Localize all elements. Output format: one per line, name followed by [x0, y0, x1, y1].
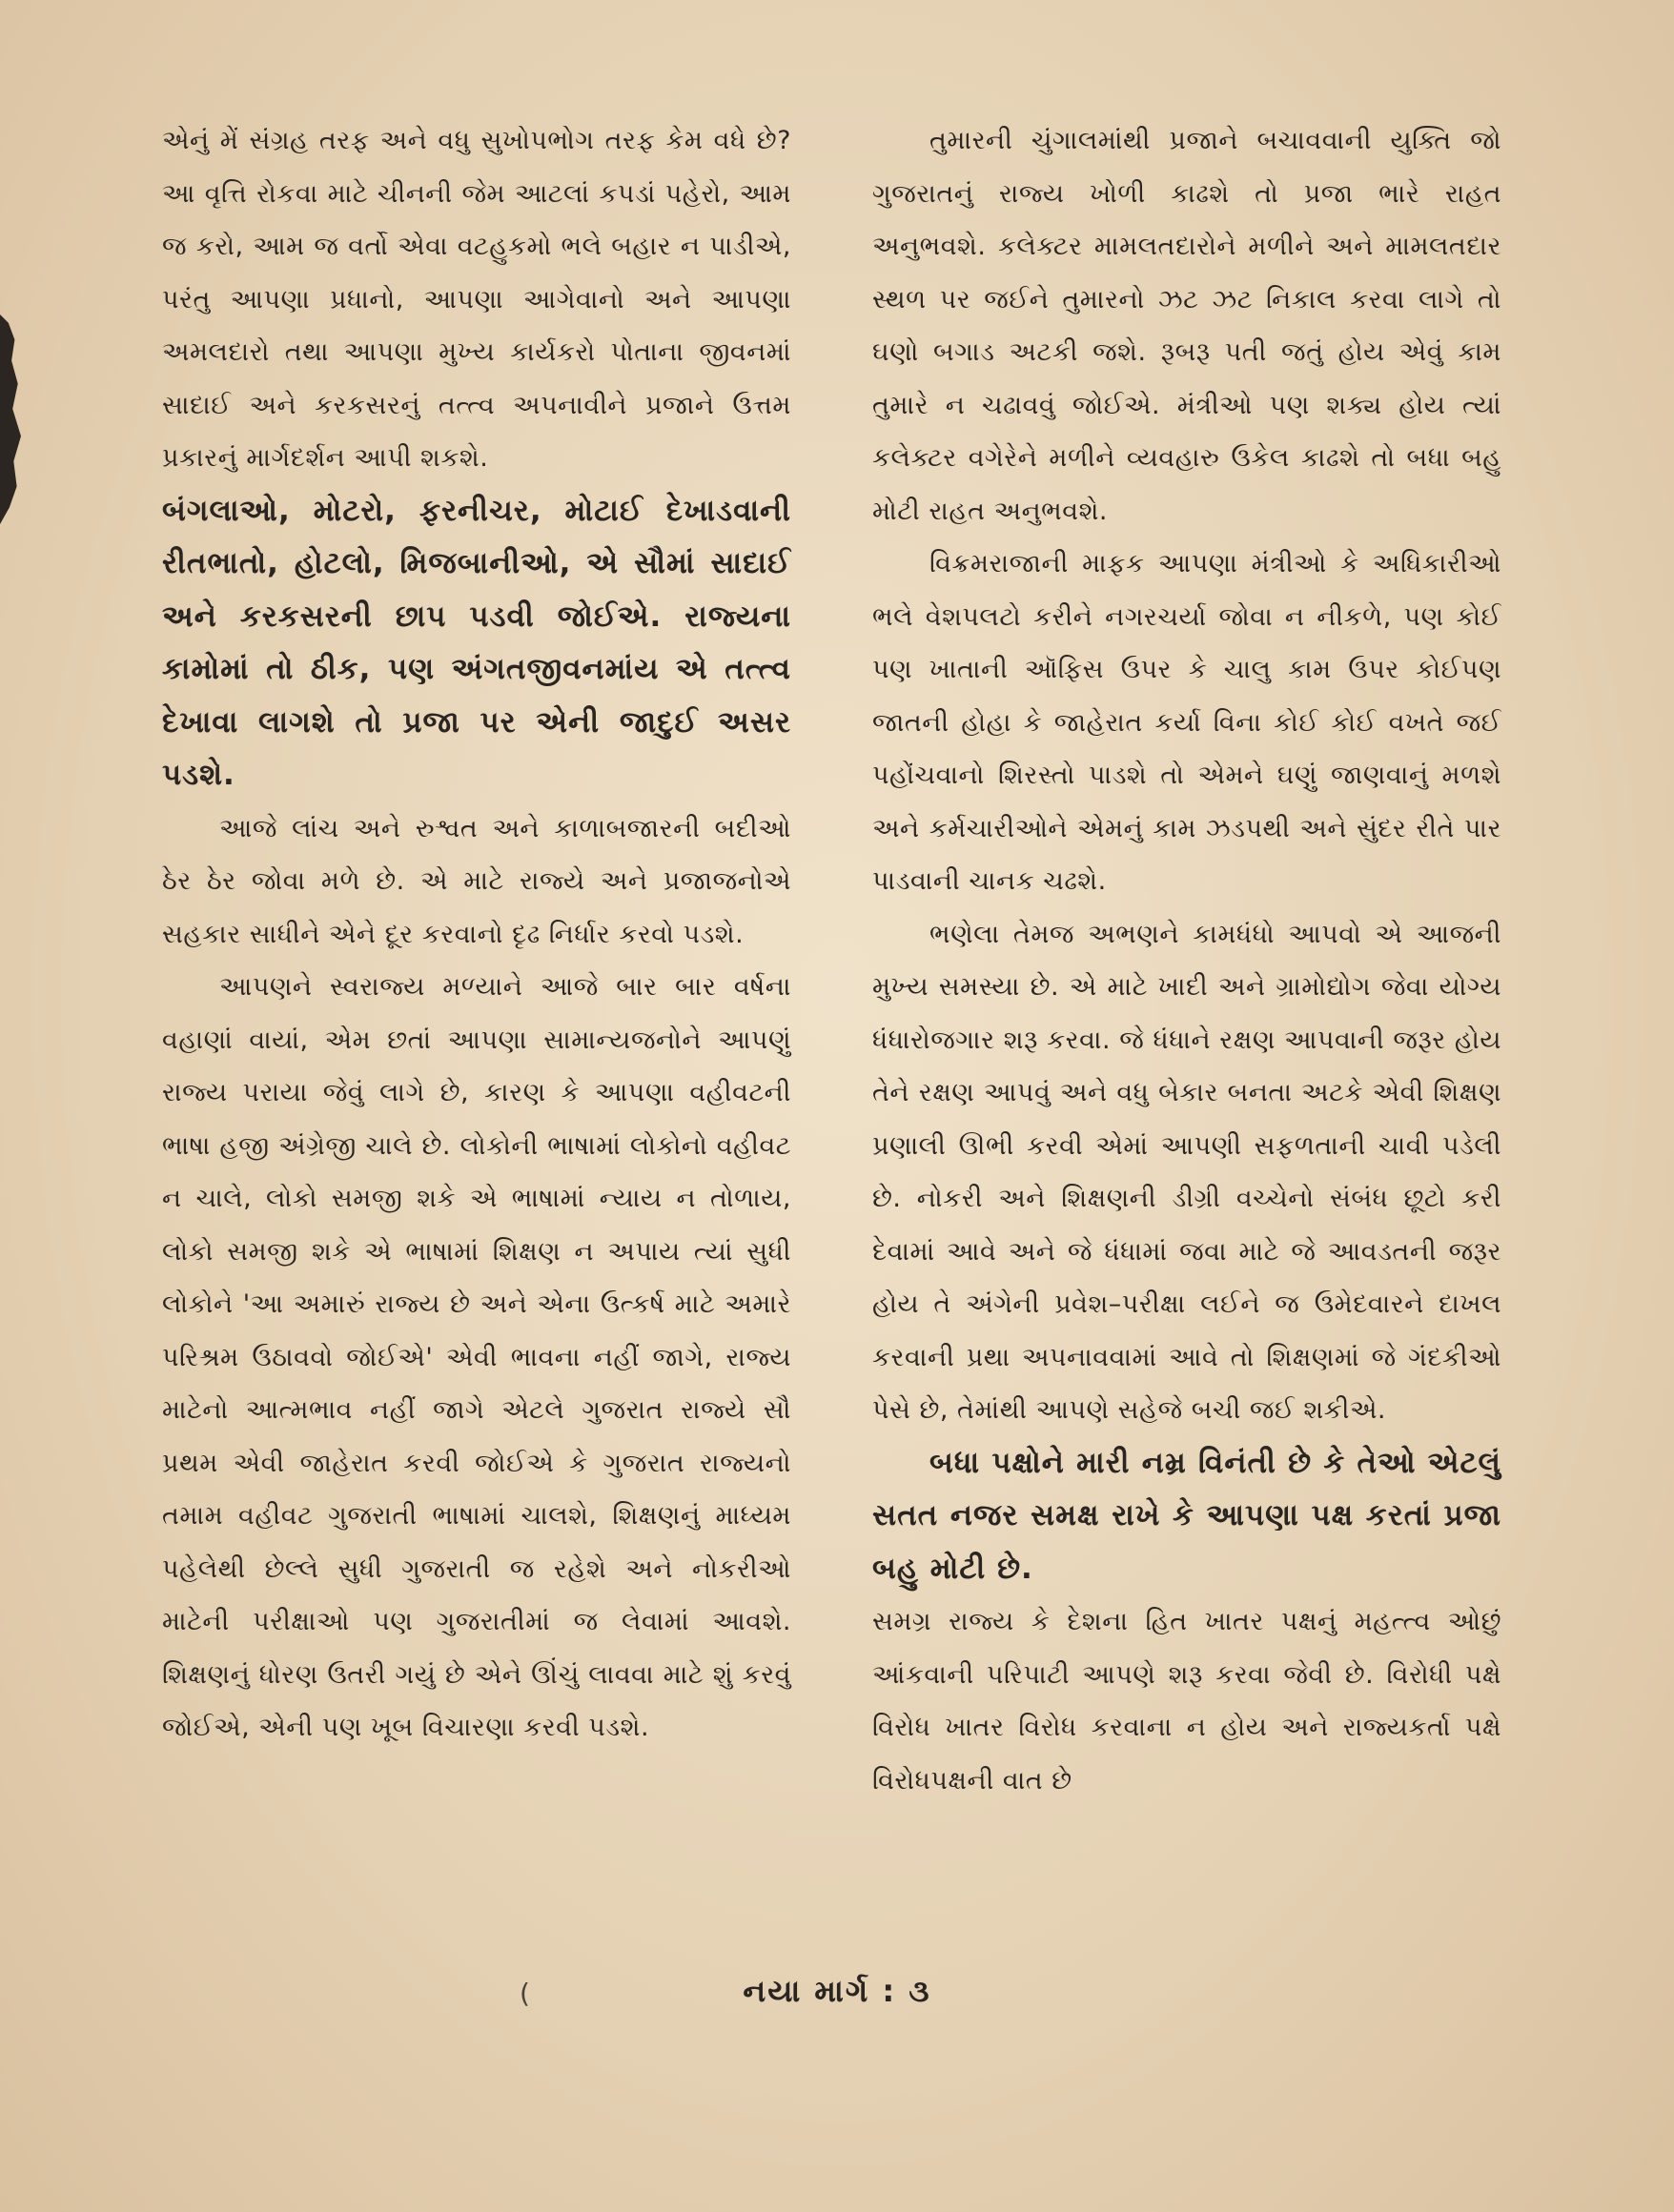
left-paragraph-2-emphasis: બંગલાઓ, મોટરો, ફરનીચર, મોટાઈ દેખાડવાની રીતભાતો, હોટલો, મિજબાનીઓ, એ સૌમાં સાદાઈ અને કરકસરની છાપ પડવી જોઈએ. રાજ્યના કામોમાં તો ઠીક, પણ અંગતજીવનમાંય એ તત્ત્વ દેખાવા લાગશે તો પ્રજા પર એની જાદુઈ અસર પડશે. [162, 493, 791, 792]
left-column [162, 114, 791, 1755]
right-column [872, 114, 1501, 1807]
footer-mark: ( [520, 1978, 530, 2009]
left-paragraph-3: આજે લાંચ અને રુશ્વત અને કાળાબજારની બદીઓ ઠેર ઠેર જોવા મળે છે. એ માટે રાજ્યે અને પ્રજાજનોએ સહકાર સાધીને એને દૂર કરવાનો દૃઢ નિર્ધાર કરવો પડશે. [162, 813, 791, 949]
left-paragraph-1: એનું મેં સંગ્રહ તરફ અને વધુ સુખોપભોગ તરફ કેમ વધે છે? આ વૃત્તિ રોકવા માટે ચીનની જેમ આટલાં કપડાં પહેરો, આમ જ કરો, આમ જ વર્તો એવા વટહુકમો ભલે બહાર ન પાડીએ, પરંતુ આપણા પ્રધાનો, આપણા આગેવાનો અને આપણા અમલદારો તથા આપણા મુખ્ય કાર્યકરો પોતાના જીવનમાં સાદાઈ અને કરકસરનું તત્ત્વ અપનાવીને પ્રજાને ઉત્તમ પ્રકારનું માર્ગદર્શન આપી શકશે. [162, 126, 791, 473]
right-paragraph-5: સમગ્ર રાજ્ય કે દેશના હિત ખાતર પક્ષનું મહત્ત્વ ઓછું આંકવાની પરિપાટી આપણે શરૂ કરવા જેવી છે. વિરોધી પક્ષે વિરોધ ખાતર વિરોધ કરવાના ન હોય અને રાજ્યકર્તા પક્ષે વિરોધપક્ષની વાત છે [872, 1607, 1501, 1796]
right-paragraph-3: ભણેલા તેમજ અભણને કામધંધો આપવો એ આજની મુખ્ય સમસ્યા છે. એ માટે ખાદી અને ગ્રામોદ્યોગ જેવા યોગ્ય ધંધારોજગાર શરૂ કરવા. જે ધંધાને રક્ષણ આપવાની જરૂર હોય તેને રક્ષણ આપવું અને વધુ બેકાર બનતા અટકે એવી શિક્ષણ પ્રણાલી ઊભી કરવી એમાં આપણી સફળતાની ચાવી પડેલી છે. નોકરી અને શિક્ષણની ડીગ્રી વચ્ચેનો સંબંધ છૂટો કરી દેવામાં આવે અને જે ધંધામાં જવા માટે જે આવડતની જરૂર હોય તે અંગેની પ્રવેશ–પરીક્ષા લઈને જ ઉમેદવારને દાખલ કરવાની પ્રથા અપનાવવામાં આવે તો શિક્ષણમાં જે ગંદકીઓ પેસે છે, તેમાંથી આપણે સહેજે બચી જઈ શકીએ. [872, 919, 1501, 1425]
article-page [162, 114, 1516, 1954]
page-footer: નયા માર્ગ : ૩ [743, 1973, 931, 2009]
torn-page-edge [0, 315, 21, 524]
right-paragraph-2: વિક્રમરાજાની માફક આપણા મંત્રીઓ કે અધિકારીઓ ભલે વેશપલટો કરીને નગરચર્યા જોવા ન નીકળે, પણ કોઈ પણ ખાતાની ઑફિસ ઉપર કે ચાલુ કામ ઉપર કોઈપણ જાતની હોહા કે જાહેરાત કર્યા વિના કોઈ કોઈ વખતે જઈ પહોંચવાનો શિરસ્તો પાડશે તો એમને ઘણું જાણવાનું મળશે અને કર્મચારીઓને એમનું કામ ઝડપથી અને સુંદર રીતે પાર પાડવાની ચાનક ચઢશે. [872, 549, 1501, 896]
right-paragraph-4-emphasis: બધા પક્ષોને મારી નમ્ર વિનંતી છે કે તેઓ એટલું સતત નજર સમક્ષ રાખે કે આપણા પક્ષ કરતાં પ્રજા બહુ મોટી છે. [872, 1445, 1501, 1586]
right-paragraph-1: તુમારની ચુંગાલમાંથી પ્રજાને બચાવવાની યુક્તિ જો ગુજરાતનું રાજ્ય ખોળી કાઢશે તો પ્રજા ભારે રાહત અનુભવશે. કલેક્ટર મામલતદારોને મળીને અને મામલતદાર સ્થળ પર જઈને તુમારનો ઝટ ઝટ નિકાલ કરવા લાગે તો ઘણો બગાડ અટકી જશે. રૂબરૂ પતી જતું હોય એવું કામ તુમારે ન ચઢાવવું જોઈએ. મંત્રીઓ પણ શક્ય હોય ત્યાં કલેક્ટર વગેરેને મળીને વ્યવહારુ ઉકેલ કાઢશે તો બધા બહુ મોટી રાહત અનુભવશે. [872, 126, 1501, 526]
left-paragraph-4: આપણને સ્વરાજ્ય મળ્યાને આજે બાર બાર વર્ષના વહાણાં વાયાં, એમ છતાં આપણા સામાન્યજનોને આપણું રાજ્ય પરાયા જેવું લાગે છે, કારણ કે આપણા વહીવટની ભાષા હજી અંગ્રેજી ચાલે છે. લોકોની ભાષામાં લોકોનો વહીવટ ન ચાલે, લોકો સમજી શકે એ ભાષામાં ન્યાય ન તોળાય, લોકો સમજી શકે એ ભાષામાં શિક્ષણ ન અપાય ત્યાં સુધી લોકોને 'આ અમારું રાજ્ય છે અને એના ઉત્કર્ષ માટે અમારે પરિશ્રમ ઉઠાવવો જોઈએ' એવી ભાવના નહીં જાગે, રાજ્ય માટેનો આત્મભાવ નહીં જાગે એટલે ગુજરાત રાજ્યે સૌ પ્રથમ એવી જાહેરાત કરવી જોઈએ કે ગુજરાત રાજ્યનો તમામ વહીવટ ગુજરાતી ભાષામાં ચાલશે, શિક્ષણનું માધ્યમ પહેલેથી છેલ્લે સુધી ગુજરાતી જ રહેશે અને નોકરીઓ માટેની પરીક્ષાઓ પણ ગુજરાતીમાં જ લેવામાં આવશે. શિક્ષણનું ધોરણ ઉતરી ગયું છે એને ઊંચું લાવવા માટે શું કરવું જોઈએ, એની પણ ખૂબ વિચારણા કરવી પડશે. [162, 972, 791, 1742]
